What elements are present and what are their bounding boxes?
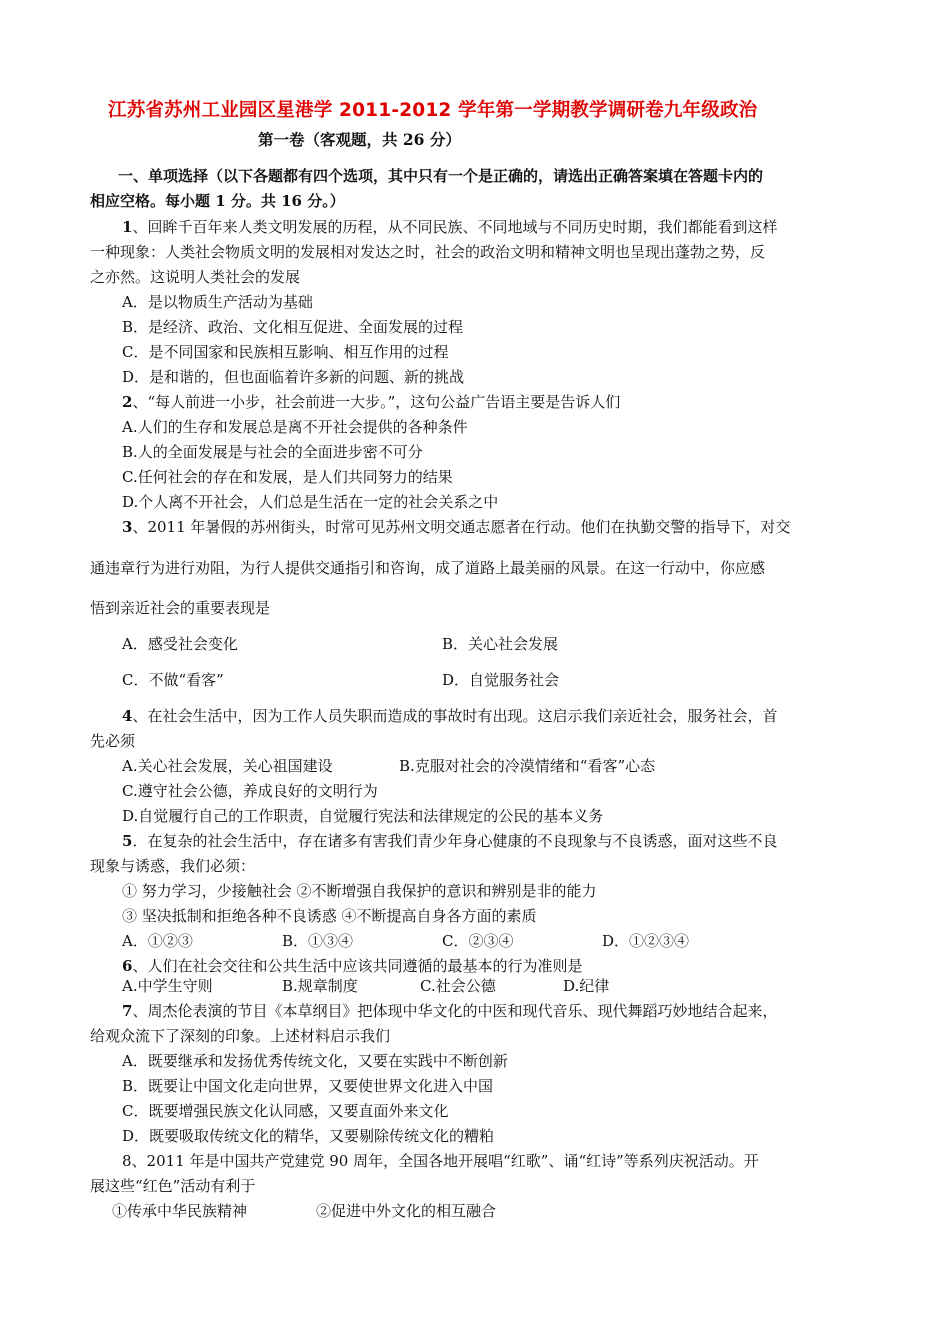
question-3	[122, 516, 790, 537]
question-7	[122, 1000, 777, 1021]
option-b: B.人的全面发展是与社会的全面进步密不可分	[122, 443, 423, 461]
option-a: A．既要继承和发扬优秀传统文化，又要在实践中不断创新	[122, 1052, 508, 1070]
option-b: B．①③④	[282, 932, 354, 950]
question-1	[122, 216, 777, 237]
question-8: 8、2011 年是中国共产党建党 90 周年，全国各地开展唱“红歌”、诵“红诗”等系列庆祝活动。开	[122, 1152, 759, 1170]
option-c: C.社会公德	[420, 977, 496, 995]
document-subtitle: 第一卷（客观题，共 26 分）	[258, 130, 461, 149]
option-d: D.自觉履行自己的工作职责，自觉履行宪法和法律规定的公民的基本义务	[122, 807, 604, 825]
option-a: A.关心社会发展，关心祖国建设	[122, 757, 333, 775]
question-5-items-1: ① 努力学习，少接触社会 ②不断增强自我保护的意识和辨别是非的能力	[122, 882, 597, 900]
option-d: D．①②③④	[602, 932, 690, 950]
question-3-line-2: 通违章行为进行劝阻，为行人提供交通指引和咨询，成了道路上最美丽的风景。在这一行动中，你应感	[90, 559, 766, 577]
question-8-item-2: ②促进中外文化的相互融合	[316, 1202, 497, 1220]
option-a: A．感受社会变化	[122, 635, 238, 653]
question-5	[122, 830, 777, 851]
question-6	[122, 955, 582, 976]
option-d: D．自觉服务社会	[442, 671, 560, 689]
question-text: ．在复杂的社会生活中，存在诸多有害我们青少年身心健康的不良现象与不良诱惑，面对这些不良	[132, 832, 778, 850]
option-c: C．②③④	[442, 932, 514, 950]
question-7-line-2: 给观众流下了深刻的印象。上述材料启示我们	[90, 1027, 391, 1045]
option-b: B．关心社会发展	[442, 635, 559, 653]
question-number: 7	[122, 1002, 133, 1020]
question-number: 2	[122, 393, 133, 411]
question-text: 、周杰伦表演的节目《本草纲目》把体现中华文化的中医和现代音乐、现代舞蹈巧妙地结合起来，	[132, 1002, 778, 1020]
question-number: 5	[122, 832, 133, 850]
question-text: 、人们在社会交往和公共生活中应该共同遵循的最基本的行为准则是	[132, 957, 583, 975]
option-d: D．既要吸取传统文化的精华，又要剔除传统文化的糟粕	[122, 1127, 495, 1145]
question-text: 、回眸千百年来人类文明发展的历程，从不同民族、不同地域与不同历史时期，我们都能看到这样	[132, 218, 778, 236]
section-heading-line-1: 一、单项选择（以下各题都有四个选项，其中只有一个是正确的，请选出正确答案填在答题卡内的	[118, 167, 764, 185]
option-a: A.人们的生存和发展总是离不开社会提供的各种条件	[122, 418, 468, 436]
option-a: A．①②③	[122, 932, 193, 950]
question-1-line-3: 之亦然。这说明人类社会的发展	[90, 268, 301, 286]
option-c: C．是不同国家和民族相互影响、相互作用的过程	[122, 343, 449, 361]
option-d: D.个人离不开社会，人们总是生活在一定的社会关系之中	[122, 493, 499, 511]
option-b: B．既要让中国文化走向世界，又要使世界文化进入中国	[122, 1077, 494, 1095]
option-a: A．是以物质生产活动为基础	[122, 293, 313, 311]
question-3-line-3: 悟到亲近社会的重要表现是	[90, 599, 271, 617]
option-d: D.纪律	[563, 977, 610, 995]
option-b: B.克服对社会的冷漠情绪和“看客”心态	[399, 757, 656, 775]
option-c: C.任何社会的存在和发展，是人们共同努力的结果	[122, 468, 453, 486]
question-text: 、2011 年暑假的苏州街头，时常可见苏州文明交通志愿者在行动。他们在执勤交警的指导下，对交	[132, 518, 791, 536]
option-a: A.中学生守则	[122, 977, 213, 995]
question-5-items-2: ③ 坚决抵制和拒绝各种不良诱惑 ④不断提高自身各方面的素质	[122, 907, 537, 925]
option-c: C．不做“看客”	[122, 671, 224, 689]
question-5-line-2: 现象与诱惑，我们必须：	[90, 857, 256, 875]
option-d: D．是和谐的，但也面临着许多新的问题、新的挑战	[122, 368, 465, 386]
question-8-item-1: ①传承中华民族精神	[112, 1202, 248, 1220]
question-number: 3	[122, 518, 133, 536]
section-heading-line-2: 相应空格。每小题 1 分。共 16 分。）	[90, 192, 345, 210]
question-4	[122, 705, 777, 726]
question-number: 1	[122, 218, 133, 236]
question-4-line-2: 先必须	[90, 732, 136, 750]
question-text: 、“每人前进一小步，社会前进一大步。”，这句公益广告语主要是告诉人们	[132, 393, 621, 411]
question-2	[122, 391, 620, 412]
option-b: B．是经济、政治、文化相互促进、全面发展的过程	[122, 318, 464, 336]
option-c: C.遵守社会公德，养成良好的文明行为	[122, 782, 378, 800]
question-number: 6	[122, 957, 133, 975]
option-b: B.规章制度	[282, 977, 358, 995]
option-c: C．既要增强民族文化认同感，又要直面外来文化	[122, 1102, 449, 1120]
document-title: 江苏省苏州工业园区星港学 2011-2012 学年第一学期教学调研卷九年级政治	[108, 100, 758, 121]
question-number: 4	[122, 707, 133, 725]
question-1-line-2: 一种现象：人类社会物质文明的发展相对发达之时，社会的政治文明和精神文明也呈现出蓬勃之势，反	[90, 243, 766, 261]
question-text: 、在社会生活中，因为工作人员失职而造成的事故时有出现。这启示我们亲近社会，服务社会，首	[132, 707, 778, 725]
question-8-line-2: 展这些“红色”活动有利于	[90, 1177, 256, 1195]
